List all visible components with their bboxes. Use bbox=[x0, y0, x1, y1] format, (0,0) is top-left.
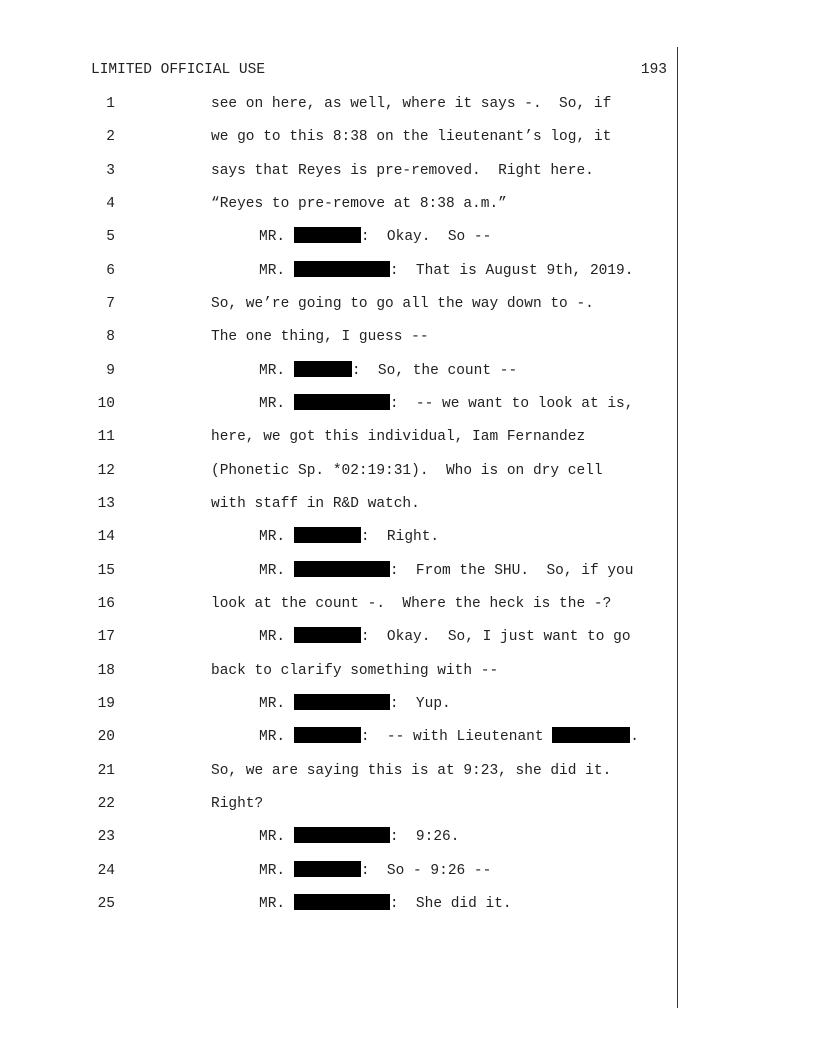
transcript-line bbox=[0, 827, 676, 847]
redaction-block bbox=[294, 727, 361, 743]
line-text: “Reyes to pre-remove at 8:38 a.m.” bbox=[211, 196, 507, 212]
speaker-line bbox=[259, 561, 633, 581]
transcript-line bbox=[0, 861, 676, 881]
line-text: So, we’re going to go all the way down to -. bbox=[211, 296, 594, 312]
transcript-line bbox=[0, 294, 676, 314]
line-number: 23 bbox=[97, 829, 115, 845]
transcript-line bbox=[0, 794, 676, 814]
transcript-line bbox=[0, 527, 676, 547]
line-text: here, we got this individual, Iam Fernandez bbox=[211, 429, 586, 445]
line-number: 19 bbox=[97, 696, 115, 712]
speaker-prefix: MR. bbox=[259, 863, 294, 879]
speaker-line bbox=[259, 261, 633, 281]
transcript-line bbox=[0, 727, 676, 747]
line-number: 1 bbox=[106, 96, 115, 112]
line-number: 24 bbox=[97, 863, 115, 879]
speaker-prefix: MR. bbox=[259, 729, 294, 745]
speaker-text: : She did it. bbox=[389, 896, 512, 912]
redaction-block bbox=[294, 861, 361, 877]
transcript-line bbox=[0, 894, 676, 914]
speaker-text: : Okay. So, I just want to go bbox=[360, 629, 631, 645]
line-number: 22 bbox=[97, 796, 115, 812]
redaction-block bbox=[294, 827, 390, 843]
line-text: look at the count -. Where the heck is the -? bbox=[211, 596, 612, 612]
transcript-line bbox=[0, 427, 676, 447]
line-number: 13 bbox=[97, 496, 115, 512]
transcript-line bbox=[0, 227, 676, 247]
transcript-line bbox=[0, 127, 676, 147]
line-number: 25 bbox=[97, 896, 115, 912]
transcript-line bbox=[0, 261, 676, 281]
line-text: back to clarify something with -- bbox=[211, 663, 499, 679]
header-classification: LIMITED OFFICIAL USE bbox=[91, 62, 266, 78]
line-number: 17 bbox=[97, 629, 115, 645]
line-number: 12 bbox=[97, 463, 115, 479]
line-text: So, we are saying this is at 9:23, she did it. bbox=[211, 763, 612, 779]
right-margin-rule bbox=[677, 47, 678, 1008]
speaker-line bbox=[259, 694, 451, 714]
redaction-block bbox=[294, 394, 390, 410]
line-number: 7 bbox=[106, 296, 115, 312]
line-number: 6 bbox=[106, 263, 115, 279]
speaker-text: : -- with Lieutenant bbox=[360, 729, 553, 745]
line-number: 10 bbox=[97, 396, 115, 412]
line-number: 18 bbox=[97, 663, 115, 679]
transcript-line bbox=[0, 694, 676, 714]
speaker-line bbox=[259, 861, 491, 881]
speaker-prefix: MR. bbox=[259, 696, 294, 712]
transcript-line bbox=[0, 627, 676, 647]
transcript-line bbox=[0, 394, 676, 414]
speaker-prefix: MR. bbox=[259, 229, 294, 245]
transcript-line bbox=[0, 761, 676, 781]
speaker-text: : Right. bbox=[360, 529, 440, 545]
speaker-line bbox=[259, 727, 639, 747]
line-number: 21 bbox=[97, 763, 115, 779]
line-number: 16 bbox=[97, 596, 115, 612]
line-text: see on here, as well, where it says -. So, if bbox=[211, 96, 612, 112]
speaker-line bbox=[259, 227, 491, 247]
speaker-prefix: MR. bbox=[259, 629, 294, 645]
transcript-line bbox=[0, 594, 676, 614]
transcript-line bbox=[0, 94, 676, 114]
speaker-text: : -- we want to look at is, bbox=[389, 396, 634, 412]
speaker-text: : 9:26. bbox=[389, 829, 460, 845]
speaker-prefix: MR. bbox=[259, 263, 294, 279]
speaker-text: : From the SHU. So, if you bbox=[389, 563, 634, 579]
line-text: (Phonetic Sp. *02:19:31). Who is on dry cell bbox=[211, 463, 603, 479]
line-number: 3 bbox=[106, 163, 115, 179]
line-number: 9 bbox=[106, 363, 115, 379]
speaker-text: : So - 9:26 -- bbox=[360, 863, 492, 879]
speaker-prefix: MR. bbox=[259, 529, 294, 545]
line-text: The one thing, I guess -- bbox=[211, 329, 429, 345]
speaker-line bbox=[259, 827, 459, 847]
speaker-prefix: MR. bbox=[259, 829, 294, 845]
redaction-block bbox=[294, 261, 390, 277]
speaker-tail: . bbox=[630, 729, 639, 745]
speaker-text: : That is August 9th, 2019. bbox=[389, 263, 634, 279]
speaker-prefix: MR. bbox=[259, 563, 294, 579]
speaker-text: : Yup. bbox=[389, 696, 451, 712]
line-text: with staff in R&D watch. bbox=[211, 496, 420, 512]
line-number: 4 bbox=[106, 196, 115, 212]
redaction-block bbox=[294, 527, 361, 543]
line-number: 8 bbox=[106, 329, 115, 345]
redaction-block bbox=[294, 627, 361, 643]
line-text: we go to this 8:38 on the lieutenant’s log, it bbox=[211, 129, 612, 145]
transcript-line bbox=[0, 361, 676, 381]
transcript-line bbox=[0, 327, 676, 347]
speaker-line bbox=[259, 527, 439, 547]
speaker-line bbox=[259, 894, 512, 914]
speaker-text: : So, the count -- bbox=[351, 363, 518, 379]
page-number: 193 bbox=[640, 62, 667, 78]
transcript-line bbox=[0, 194, 676, 214]
redaction-block bbox=[294, 694, 390, 710]
line-number: 15 bbox=[97, 563, 115, 579]
line-number: 5 bbox=[106, 229, 115, 245]
transcript-line bbox=[0, 161, 676, 181]
line-number: 2 bbox=[106, 129, 115, 145]
redaction-block bbox=[294, 227, 361, 243]
line-number: 11 bbox=[97, 429, 115, 445]
redaction-block bbox=[294, 894, 390, 910]
speaker-text: : Okay. So -- bbox=[360, 229, 492, 245]
speaker-line bbox=[259, 361, 517, 381]
line-text: Right? bbox=[211, 796, 264, 812]
line-number: 14 bbox=[97, 529, 115, 545]
speaker-prefix: MR. bbox=[259, 396, 294, 412]
speaker-prefix: MR. bbox=[259, 363, 294, 379]
transcript-line bbox=[0, 561, 676, 581]
transcript-line bbox=[0, 494, 676, 514]
line-text: says that Reyes is pre-removed. Right here. bbox=[211, 163, 594, 179]
speaker-line bbox=[259, 394, 633, 414]
speaker-prefix: MR. bbox=[259, 896, 294, 912]
speaker-line bbox=[259, 627, 631, 647]
line-number: 20 bbox=[97, 729, 115, 745]
redaction-block bbox=[294, 361, 352, 377]
redaction-block bbox=[294, 561, 390, 577]
redaction-block bbox=[552, 727, 630, 743]
transcript-line bbox=[0, 661, 676, 681]
transcript-line bbox=[0, 461, 676, 481]
